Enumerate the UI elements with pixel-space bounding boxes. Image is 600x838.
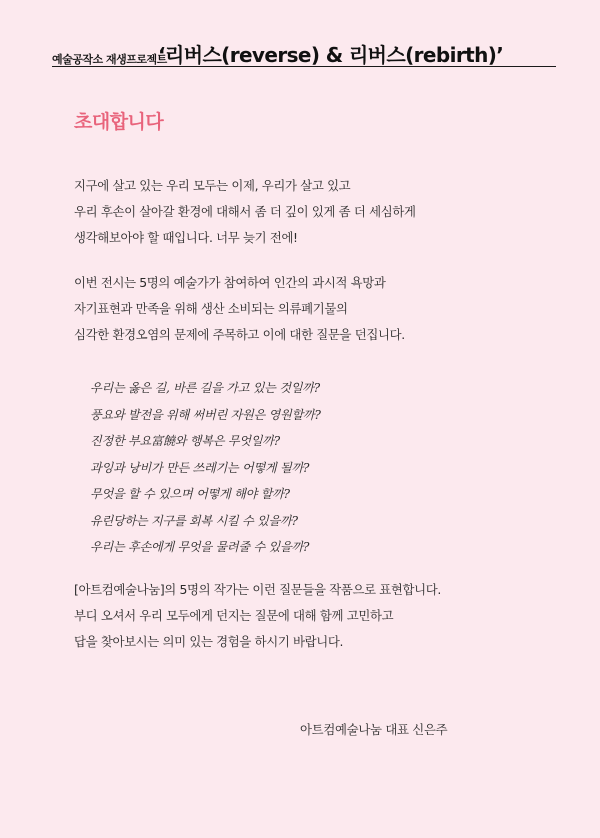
paragraph-line: [아트컴예술나눔]의 5명의 작가는 이런 질문들을 작품으로 표현합니다. — [74, 582, 441, 597]
paragraph-line: 이번 전시는 5명의 예술가가 참여하여 인간의 과시적 욕망과 — [74, 275, 386, 290]
invitation-heading: 초대합니다 — [74, 111, 164, 133]
paragraph-line: 자기표현과 만족을 위해 생산 소비되는 의류폐기물의 — [74, 301, 348, 316]
project-label: 예술공작소 재생프로젝트 — [52, 53, 167, 66]
question-item: 무엇을 할 수 있으며 어떻게 해야 할까? — [90, 487, 290, 501]
question-item: 과잉과 낭비가 만든 쓰레기는 어떻게 될까? — [90, 460, 310, 475]
closing-paragraph — [74, 577, 441, 655]
paragraph-line: 지구에 살고 있는 우리 모두는 이제, 우리가 살고 있고 — [74, 178, 351, 193]
question-item: 진정한 부요富饒와 행복은 무엇일까? — [90, 434, 280, 448]
question-item: 유린당하는 지구를 회복 시킬 수 있을까? — [90, 513, 298, 528]
document-header — [52, 36, 556, 67]
paragraph-line: 부디 오셔서 우리 모두에게 던지는 질문에 대해 함께 고민하고 — [74, 608, 394, 623]
exhibition-paragraph — [74, 270, 405, 348]
paragraph-line: 우리 후손이 살아갈 환경에 대해서 좀 더 깊이 있게 좀 더 세심하게 — [74, 204, 416, 219]
question-item: 우리는 후손에게 무엇을 물려줄 수 있을까? — [90, 540, 310, 554]
question-item: 우리는 옳은 길, 바른 길을 가고 있는 것일까? — [90, 381, 320, 395]
exhibition-title: ‘리버스(reverse) & 리버스(rebirth)’ — [158, 43, 504, 67]
question-list — [90, 375, 321, 561]
question-item: 풍요와 발전을 위해 써버린 자원은 영원할까? — [90, 407, 321, 422]
paragraph-line: 생각해보아야 할 때입니다. 너무 늦기 전에! — [74, 230, 298, 245]
paragraph-line: 심각한 환경오염의 문제에 주목하고 이에 대한 질문을 던집니다. — [74, 327, 405, 342]
signature: 아트컴예술나눔 대표 신은주 — [300, 722, 448, 737]
intro-paragraph — [74, 173, 416, 251]
paragraph-line: 답을 찾아보시는 의미 있는 경험을 하시기 바랍니다. — [74, 634, 344, 649]
